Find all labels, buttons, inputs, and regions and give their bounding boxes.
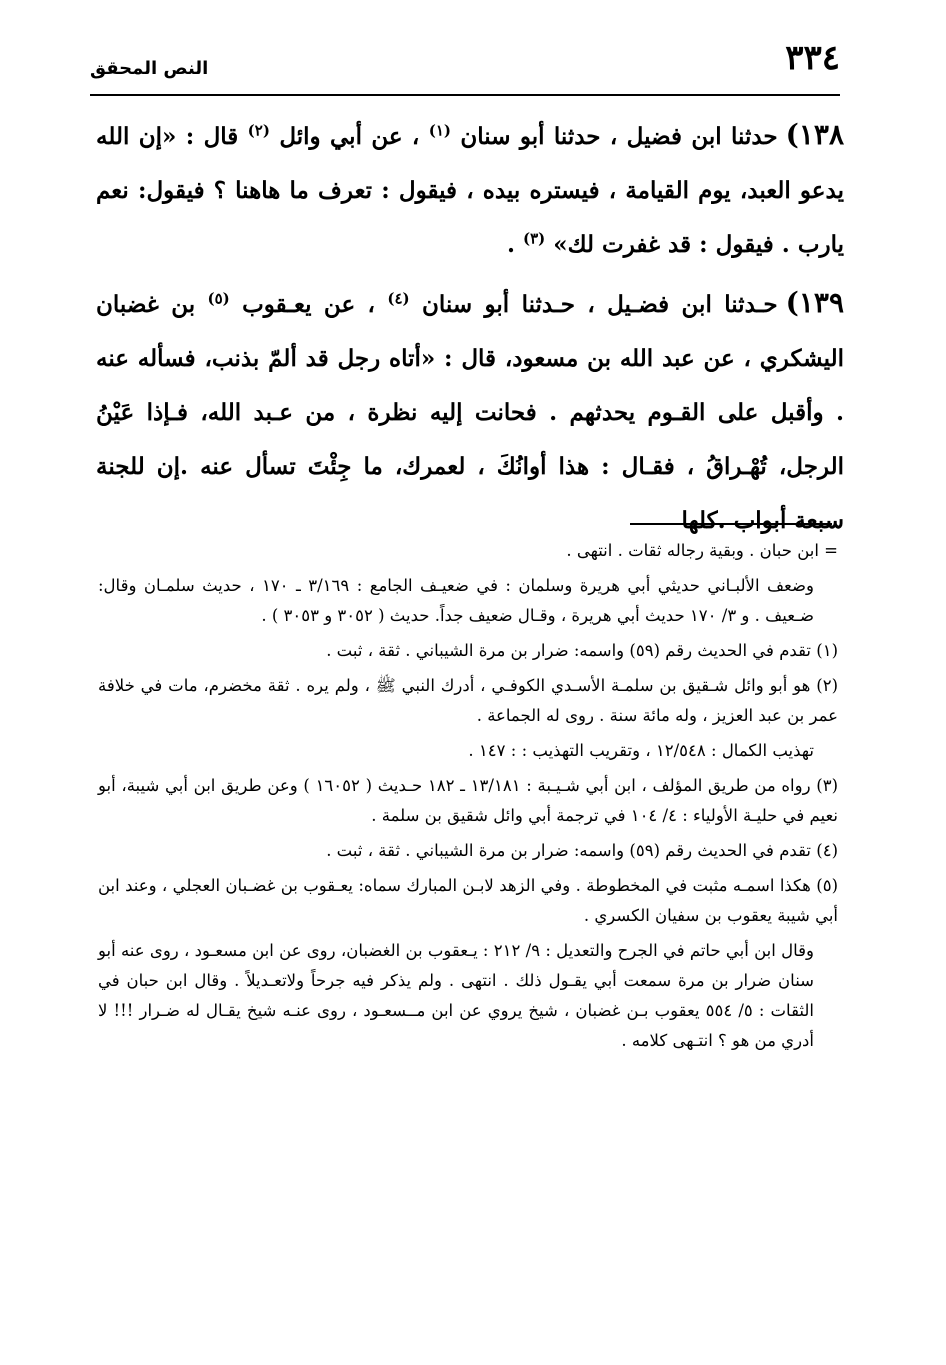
footnote-2: (٢) هو أبو وائل شـقيق بن سلمـة الأسـدي الكوفـي ، أدرك النبي ﷺ ، ولم يره . ثقة مخضرم، مات في خلافة عمر بن عبد العزيز ، وله مائة سنة . روى له الجماعة . bbox=[98, 676, 838, 725]
hadith-text: حدثنا ابن فضيل ، حدثنا أبو سنان bbox=[451, 123, 778, 150]
footnote-2-source: تهذيب الكمال : ١٢/٥٤٨ ، وتقريب التهذيب : : ١٤٧ . bbox=[468, 741, 814, 760]
hadith-number: ١٣٨) bbox=[785, 118, 845, 151]
header-divider bbox=[90, 94, 840, 96]
footnote-ref: (٢) bbox=[247, 121, 270, 140]
hadith-text: حـدثنا ابن فضـيل ، حـدثنا أبو سنان bbox=[409, 291, 778, 318]
hadith-text: ، عن يعـقوب bbox=[229, 291, 388, 318]
footnote-ref: (٣) bbox=[522, 229, 546, 248]
hadith-text: قال : «إن الله يدعو العبد، يوم القيامة ، فيستره بيده ، فيقول : تعرف ما هاهنا ؟ فيقول: نعم يارب . فيقول : قد غفرت لك» bbox=[96, 123, 844, 258]
main-text bbox=[96, 108, 844, 552]
footnotes bbox=[98, 536, 838, 1061]
footnote-1: (١) تقدم في الحديث رقم (٥٩) واسمه: ضرار بن مرة الشيباني . ثقة ، ثبت . bbox=[326, 641, 838, 660]
running-head: النص المحقق bbox=[90, 58, 209, 79]
footnote-ref: (١) bbox=[428, 121, 451, 140]
footnote-ref: (٤) bbox=[387, 289, 410, 308]
footnote-5: (٥) هكذا اسمـه مثبت في المخطوطة . وفي الزهد لابـن المبارك سماه: يعـقوب بن غضـبان العجلي ، وعند ابن أبي شيبة يعقوب بن سفيان الكسري . bbox=[98, 876, 838, 925]
hadith-number: ١٣٩) bbox=[785, 286, 844, 319]
footnote-continuation: وضعف الألبـاني حديثي أبي هريرة وسلمان : في ضعيـف الجامع : ٣/١٦٩ ـ ١٧٠ ، حديث سلمـان وقال: ضـعيف . و ٣/ ١٧٠ حديث أبي هريرة ، وقـال ضعيف جداً. حديث ( ٣٠٥٢ و ٣٠٥٣ ) . bbox=[98, 576, 814, 625]
hadith-139 bbox=[96, 276, 844, 548]
page-header bbox=[90, 30, 840, 90]
footnote-3: (٣) رواه من طريق المؤلف ، ابن أبي شـيـبة : ١٣/١٨١ ـ ١٨٢ حـديث ( ١٦٠٥٢ ) وعن طريق ابن أبي شيبة، أبو نعيم في حليـة الأولياء : ٤/ ١٠٤ في ترجمة أبي وائل شقيق بن سلمة . bbox=[98, 776, 838, 825]
footnote-continuation: = ابن حبان . وبقية رجاله ثقات . انتهى . bbox=[566, 541, 838, 560]
page-number: ٣٣٤ bbox=[785, 38, 840, 78]
hadith-text: بن غضبان اليشكري ، عن عبد الله بن مسعود، قال : «أتاه رجل قد ألمّ بذنب، فسأله عنه . وأقبل على القـوم يحدثهم . فحانت إليه نظرة ، من عـبد الله، فـإذا عَيْنُ الرجل، تُهْـراقُ ، فقـال : هذا أوانُكَ ، لعمرك، ما جِئْتَ تسأل عنه .إن للجنة سبعة أبواب .كلها bbox=[96, 291, 844, 534]
footnote-5-continued: وقال ابن أبي حاتم في الجرح والتعديل : ٩/ ٢١٢ : يـعقوب بن الغضبان، روى عن ابن مسعـود ، روى عنه أبو سنان ضرار بن مرة سمعت أبي يقـول ذلك . انتهى . ولم يذكر فيه جرحاً ولاتعـديلاً . وقال ابن حبان في الثقات : ٥/ ٥٥٤ يعقوب بـن غضبان ، شيخ يروي عن ابن مــسعـود ، روى عنـه شيخ يقـال له ضـرار !!! لا أدري من هو ؟ انتـهى كلامه . bbox=[98, 941, 815, 1050]
footnote-4: (٤) تقدم في الحديث رقم (٥٩) واسمه: ضرار بن مرة الشيباني . ثقة ، ثبت . bbox=[326, 841, 838, 860]
hadith-text: . bbox=[506, 231, 523, 258]
hadith-text: ، عن أبي وائل bbox=[269, 123, 429, 150]
hadith-138 bbox=[96, 108, 844, 272]
footnote-divider bbox=[630, 523, 832, 525]
footnote-ref: (٥) bbox=[207, 289, 230, 308]
